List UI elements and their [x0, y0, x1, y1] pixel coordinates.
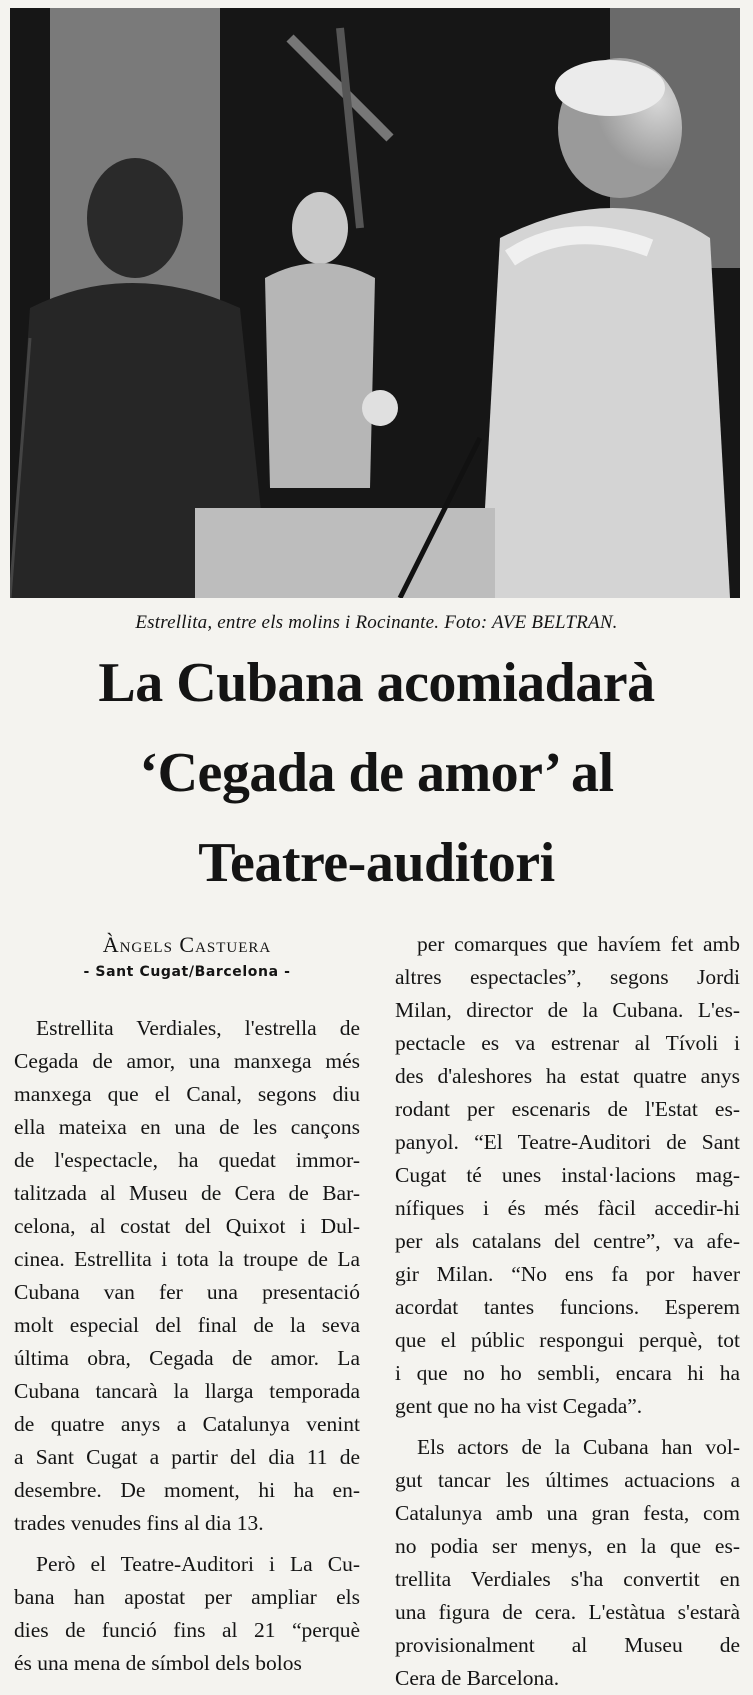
article-photo: [10, 8, 740, 598]
headline-line: Teatre-auditori: [198, 832, 555, 894]
text-line: Estrellita Verdiales, l'estrella de: [36, 1016, 360, 1040]
left-column: [14, 926, 360, 1680]
text-line: talitzada al Museu de Cera de Bar-: [14, 1181, 360, 1205]
headline-line: La Cubana acomiadarà: [98, 652, 655, 714]
text-line: bana han apostat per ampliar els: [14, 1585, 360, 1609]
text-line: última obra, Cegada de amor. La: [14, 1346, 360, 1370]
photo-caption: Estrellita, entre els molins i Rocinante. Foto: AVE BELTRAN.: [135, 612, 618, 633]
dateline: - Sant Cugat/Barcelona -: [83, 964, 291, 980]
paragraph: [395, 928, 740, 1423]
text-line: que el públic respongui perquè, tot: [395, 1328, 740, 1352]
text-line: trellita Verdiales s'ha convertit en: [395, 1567, 740, 1591]
text-line: Els actors de la Cubana han vol-: [417, 1435, 740, 1459]
text-line: nífiques i és més fàcil accedir-hi: [395, 1196, 740, 1220]
photo-stage-scene-icon: [10, 8, 740, 598]
text-line: una figura de cera. L'estàtua s'estarà: [395, 1600, 740, 1624]
text-line: ella mateixa en una de les cançons: [14, 1115, 360, 1139]
headline-line: ‘Cegada de amor’ al: [139, 742, 614, 804]
text-line: per comarques que havíem fet amb: [417, 932, 740, 956]
text-line: Cubana van fer una presentació: [14, 1280, 360, 1304]
text-line: cinea. Estrellita i tota la troupe de La: [14, 1247, 360, 1271]
paragraph: [395, 1431, 740, 1695]
text-line: gut tancar les últimes actuacions a: [395, 1468, 740, 1492]
text-line: és una mena de símbol dels bolos: [14, 1651, 302, 1675]
text-line: desembre. De moment, hi ha en-: [14, 1478, 360, 1502]
text-line: a Sant Cugat a partir del dia 11 de: [14, 1445, 360, 1469]
text-line: dies de funció fins al 21 “perquè: [14, 1618, 360, 1642]
text-line: per als catalans del centre”, va afe-: [395, 1229, 740, 1253]
text-line: Cera de Barcelona.: [395, 1666, 560, 1690]
text-line: altres espectacles”, segons Jordi: [395, 965, 740, 989]
right-column: [395, 928, 740, 1695]
text-line: acordat tantes funcions. Esperem: [395, 1295, 740, 1319]
text-line: Catalunya amb una gran festa, com: [395, 1501, 740, 1525]
text-line: molt especial del final de la seva: [14, 1313, 360, 1337]
paragraph: [14, 1548, 360, 1680]
text-line: des d'aleshores ha estat quatre anys: [395, 1064, 740, 1088]
text-line: no podia ser menys, en la que es-: [395, 1534, 740, 1558]
text-line: panyol. “El Teatre-Auditori de Sant: [395, 1130, 740, 1154]
headline: [20, 638, 733, 908]
text-line: provisionalment al Museu de: [395, 1633, 740, 1657]
text-line: Cegada de amor, una manxega més: [14, 1049, 360, 1073]
text-line: Cugat té unes instal·lacions mag-: [395, 1163, 740, 1187]
text-line: manxega que el Canal, segons diu: [14, 1082, 360, 1106]
text-line: Cubana tancarà la llarga temporada: [14, 1379, 360, 1403]
text-line: i que no ho sembli, encara hi ha: [395, 1361, 740, 1385]
author-name: Àngels Castuera: [102, 932, 272, 957]
text-line: Milan, director de la Cubana. L'es-: [395, 998, 740, 1022]
text-line: rodant per escenaris de l'Estat es-: [395, 1097, 740, 1121]
text-line: pectacle es va estrenar al Tívoli i: [395, 1031, 740, 1055]
text-line: celona, al costat del Quixot i Dul-: [14, 1214, 360, 1238]
paragraph: [14, 1012, 360, 1540]
text-line: trades venudes fins al dia 13.: [14, 1511, 264, 1535]
text-line: de quatre anys a Catalunya venint: [14, 1412, 360, 1436]
text-line: Però el Teatre-Auditori i La Cu-: [36, 1552, 360, 1576]
text-line: gent que no ha vist Cegada”.: [395, 1394, 643, 1418]
text-line: de l'espectacle, ha quedat immor-: [14, 1148, 360, 1172]
text-line: gir Milan. “No ens fa por haver: [395, 1262, 740, 1286]
